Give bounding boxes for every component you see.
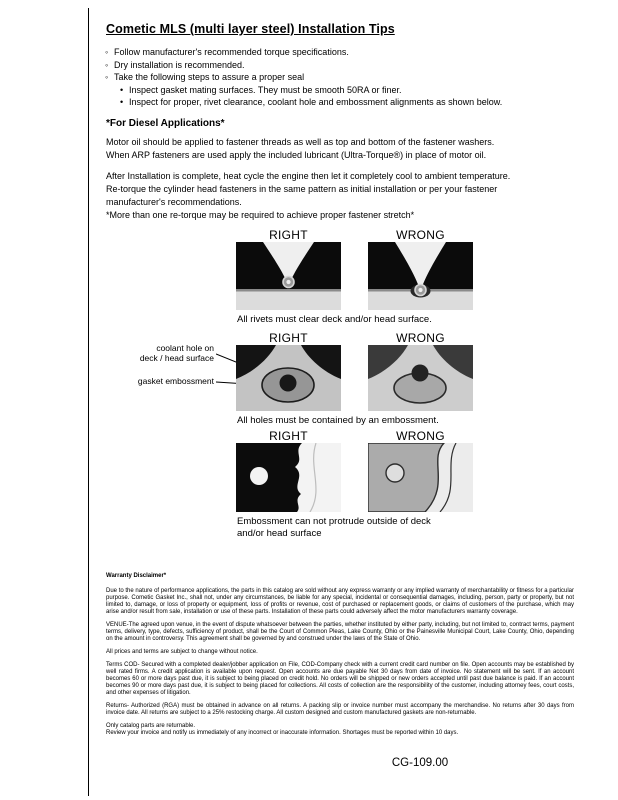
wrong-label-row3: WRONG: [396, 429, 445, 443]
annotation-line: deck / head surface: [139, 352, 214, 363]
caption-line: and/or head surface: [237, 528, 322, 539]
row3-caption: [237, 516, 431, 540]
coolant-hole-annotation: [118, 344, 214, 364]
diagram-protrusion-correct-image: [236, 443, 341, 512]
venue-clause: VENUE-The agreed upon venue, in the event of dispute whatsoever between the parties, whether instituted by either party, including, but not limited to, contract terms, payment terms, delivery, type, defects, sufficiency of product, shall be the Court of Common Pleas, Lake County, Ohio or the Painesville Municipal Court, Lake County, Ohio, depending on the amount in controversy. This agreement shall be governed by and construed under the laws of the State of Ohio.: [106, 622, 574, 642]
gasket-embossment-annotation: gasket embossment: [137, 376, 214, 386]
hole-inside-embossment-icon: [236, 345, 341, 411]
embossment-protruding-deck-icon: [368, 443, 473, 512]
review-invoice-clause: Review your invoice and notify us immediately of any incorrect or inaccurate information. Shortages must be reported within 10 days.: [106, 730, 459, 736]
rivet-touching-deck-icon: [368, 242, 473, 310]
list-item: ◦ Take the following steps to assure a proper seal: [104, 71, 556, 84]
wrong-label-row1: WRONG: [396, 228, 445, 242]
row1-caption: All rivets must clear deck and/or head surface.: [237, 314, 432, 325]
warranty-disclaimer-heading: Warranty Disclaimer*: [106, 573, 167, 579]
annotation-line: coolant hole on: [156, 343, 214, 353]
installation-tips-list: [104, 46, 556, 109]
diesel-applications-heading: *For Diesel Applications*: [106, 118, 225, 129]
diagram-rivet-correct-image: [236, 242, 341, 310]
retorque-note: *More than one re-torque may be required to achieve proper fastener stretch*: [106, 210, 415, 220]
returnable-clause: Only catalog parts are returnable.: [106, 723, 196, 729]
returns-clause: Returns- Authorized (RGA) must be obtained in advance on all returns. A packing slip or invoice number must accompany the merchandise. No returns after 30 days from invoice date. All returns are subject to a 25% restocking charge. All custom designed and custom manufactured gaskets are non-returnable.: [106, 703, 574, 716]
right-label-row3: RIGHT: [269, 429, 308, 443]
row2-caption: All holes must be contained by an embossment.: [237, 415, 439, 426]
legal-fine-print: [106, 573, 574, 737]
caption-line: Embossment can not protrude outside of deck: [237, 516, 431, 527]
page-title: Cometic MLS (multi layer steel) Installation Tips: [106, 22, 395, 36]
list-sub-item: • Inspect gasket mating surfaces. They must be smooth 50RA or finer.: [119, 84, 556, 97]
diagram-embossment-wrong-image: [368, 345, 473, 411]
diesel-paragraph-2: After Installation is complete, heat cycle the engine then let it completely cool to ambient temperature. Re-torque the cylinder head fasteners in the same pattern as initial installation or per your fastener manufacturer's recommendations.: [106, 171, 511, 207]
diagram-embossment-correct-image: [236, 345, 341, 411]
prices-clause: All prices and terms are subject to change without notice.: [106, 649, 258, 655]
embossment-inside-deck-icon: [236, 443, 341, 512]
list-sub-item: • Inspect for proper, rivet clearance, coolant hole and embossment alignments as shown below.: [119, 96, 556, 109]
rivet-clear-deck-icon: [236, 242, 341, 310]
right-label-row2: RIGHT: [269, 331, 308, 345]
catalog-page-code: CG-109.00: [391, 757, 449, 769]
wrong-label-row2: WRONG: [396, 331, 445, 345]
diagram-protrusion-wrong-image: [368, 443, 473, 512]
terms-clause: Terms COD- Secured with a completed dealer/jobber application on File, COD-Company check with a current credit card number on file. Open accounts may be established by well rated firms. A credit application is available upon request. Open accounts are due payable Net 30 days from date of invoice. No statement will be sent. If an account becomes 60 or more days past due, it is subject to being placed on credit hold. No orders will be shipped or new orders accepted until past due balance is paid. If an account becomes 90 or more days past due, it is subject to being placed for collections. All costs of collection are the responsibility of the customer, including attorney fees, court costs, and other expenses of litigation.: [106, 662, 574, 696]
list-item: ◦ Follow manufacturer's recommended torque specifications.: [104, 46, 556, 59]
right-label-row1: RIGHT: [269, 228, 308, 242]
page-margin-line: [88, 8, 89, 796]
hole-outside-embossment-icon: [368, 345, 473, 411]
diesel-paragraph-1: Motor oil should be applied to fastener threads as well as top and bottom of the fastener washers. When ARP fasteners are used apply the included lubricant (Ultra-Torque®) in place of motor oil.: [106, 137, 495, 160]
warranty-disclaimer-body: Due to the nature of performance applications, the parts in this catalog are sold without any express warranty or any implied warranty of merchantability or fitness for a particular purpose. Cometic Gasket Inc., shall not, under any circumstances, be liable for any special, incidental or consequential damages, including, person, party or property, but not limited to, damage, or loss of property or equipment, loss of profits or revenue, cost of purchased or replacement goods, or claims of customers of the purchase, which may arise and/or result from sale, installation or use of these parts. Installation of these parts could adversely affect the motor manufacturers warranty coverage.: [106, 588, 574, 615]
diagram-rivet-wrong-image: [368, 242, 473, 310]
list-item: ◦ Dry installation is recommended.: [104, 59, 556, 72]
